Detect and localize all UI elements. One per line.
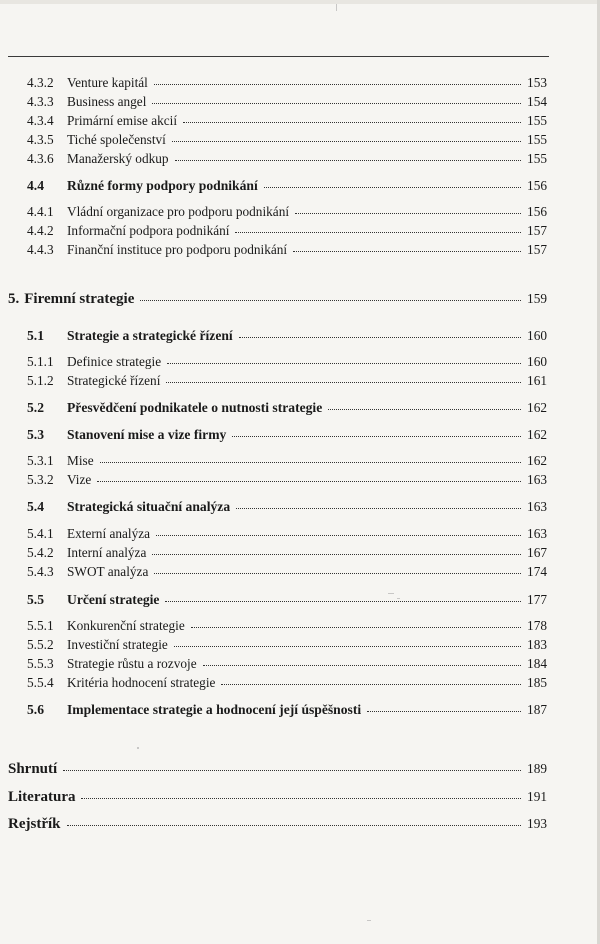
toc-entry-title: Strategie a strategické řízení xyxy=(67,328,233,343)
toc-entry-title: Určení strategie xyxy=(67,592,160,607)
toc-entry-number: 5.3 xyxy=(27,427,44,442)
toc-entry-title: Stanovení mise a vize firmy xyxy=(67,427,227,442)
scan-speck xyxy=(388,593,394,594)
toc-entry-number: 5.1.2 xyxy=(27,373,54,388)
toc-entry xyxy=(27,454,547,467)
dot-leader xyxy=(97,481,521,482)
toc-entry xyxy=(27,703,547,717)
toc-entry-page-number: 161 xyxy=(527,373,547,388)
toc-entry xyxy=(27,593,547,607)
dot-leader xyxy=(140,300,521,301)
toc-entry-number: 4.4.1 xyxy=(27,204,54,219)
toc-entry xyxy=(27,428,547,442)
toc-entry-page-number: 155 xyxy=(527,132,547,147)
toc-entry xyxy=(8,790,547,805)
toc-entry-title: Externí analýza xyxy=(67,526,151,541)
toc-entry-page-number: 159 xyxy=(527,291,547,306)
dot-leader xyxy=(328,409,521,410)
toc-entry-number: 5.1 xyxy=(27,328,44,343)
dot-leader xyxy=(67,825,522,826)
toc-entry xyxy=(27,243,547,256)
dot-leader xyxy=(183,122,521,123)
toc-entry-title: Mise xyxy=(67,453,94,468)
toc-entry-page-number: 156 xyxy=(527,178,547,193)
toc-entry-page-number: 160 xyxy=(527,328,547,343)
toc-entry-title: Investiční strategie xyxy=(67,637,168,652)
dot-leader xyxy=(203,665,521,666)
toc-entry-title: Business angel xyxy=(67,94,147,109)
toc-entry-page-number: 155 xyxy=(527,151,547,166)
toc-entry-number: 5. xyxy=(8,291,20,307)
toc-entry xyxy=(27,473,547,486)
toc-entry-number: 5.4.1 xyxy=(27,526,54,541)
toc-entry-title: Firemní strategie xyxy=(24,291,135,307)
dot-leader xyxy=(367,711,521,712)
scan-speck xyxy=(397,598,400,599)
toc-entry-number: 4.3.4 xyxy=(27,113,54,128)
dot-leader xyxy=(293,251,521,252)
toc-entry xyxy=(27,374,547,387)
dot-leader xyxy=(165,601,521,602)
dot-leader xyxy=(154,573,521,574)
toc-entry-number: 4.3.2 xyxy=(27,75,54,90)
toc-entry-page-number: 156 xyxy=(527,204,547,219)
toc-entry-number: 5.5.3 xyxy=(27,656,54,671)
toc-entry-number: 5.2 xyxy=(27,400,44,415)
toc-entry-title: Vládní organizace pro podporu podnikání xyxy=(67,204,290,219)
toc-entry xyxy=(27,133,547,146)
dot-leader xyxy=(232,436,521,437)
toc-entry-title: Strategické řízení xyxy=(67,373,161,388)
toc-entry xyxy=(27,114,547,127)
toc-entry xyxy=(27,205,547,218)
toc-entry-number: 5.4 xyxy=(27,499,44,514)
dot-leader xyxy=(172,141,521,142)
toc-entry xyxy=(27,500,547,514)
toc-entry-title: Informační podpora podnikání xyxy=(67,223,230,238)
toc-entry-title: Kritéria hodnocení strategie xyxy=(67,675,216,690)
dot-leader xyxy=(295,213,521,214)
toc-entry-page-number: 193 xyxy=(527,816,547,831)
toc-entry-page-number: 157 xyxy=(527,242,547,257)
dot-leader xyxy=(100,462,521,463)
toc-entry-number: 4.4.2 xyxy=(27,223,54,238)
toc-entry xyxy=(27,657,547,670)
dot-leader xyxy=(221,684,521,685)
toc-entry-title: Různé formy podpory podnikání xyxy=(67,178,258,193)
toc-entry xyxy=(8,817,547,832)
dot-leader xyxy=(166,382,521,383)
toc-entry-page-number: 157 xyxy=(527,223,547,238)
toc-entry-page-number: 183 xyxy=(527,637,547,652)
toc-entry-page-number: 178 xyxy=(527,618,547,633)
toc-entry xyxy=(27,565,547,578)
toc-entry-title: Implementace strategie a hodnocení její úspěšnosti xyxy=(67,702,362,717)
toc-entry xyxy=(27,638,547,651)
toc-entry-number: 5.5.4 xyxy=(27,675,54,690)
toc-entry-page-number: 163 xyxy=(527,499,547,514)
dot-leader xyxy=(235,232,521,233)
toc-entry-title: Rejstřík xyxy=(8,816,61,832)
toc-entry-number: 5.3.2 xyxy=(27,472,54,487)
dot-leader xyxy=(152,554,521,555)
dot-leader xyxy=(174,646,521,647)
dot-leader xyxy=(264,187,521,188)
toc-entry-page-number: 155 xyxy=(527,113,547,128)
toc-entry-title: Strategická situační analýza xyxy=(67,499,231,514)
dot-leader xyxy=(167,363,521,364)
dot-leader xyxy=(63,770,521,771)
toc-entry-title: Strategie růstu a rozvoje xyxy=(67,656,197,671)
toc-entry-page-number: 177 xyxy=(527,592,547,607)
toc-entry xyxy=(27,152,547,165)
toc-entry-page-number: 160 xyxy=(527,354,547,369)
toc-entry-page-number: 162 xyxy=(527,400,547,415)
scan-speck xyxy=(367,920,371,921)
toc-entry-page-number: 167 xyxy=(527,545,547,560)
toc-entry-title: Primární emise akcií xyxy=(67,113,178,128)
dot-leader xyxy=(156,535,521,536)
toc-entry-title: Venture kapitál xyxy=(67,75,148,90)
toc-entry-page-number: 163 xyxy=(527,472,547,487)
toc-entry-number: 5.3.1 xyxy=(27,453,54,468)
toc-entry-page-number: 174 xyxy=(527,564,547,579)
toc-entry-number: 4.3.3 xyxy=(27,94,54,109)
toc-entry-page-number: 163 xyxy=(527,526,547,541)
toc-entry xyxy=(27,329,547,343)
toc-entry-page-number: 154 xyxy=(527,94,547,109)
toc-entry-title: Definice strategie xyxy=(67,354,162,369)
toc-entry-number: 5.4.2 xyxy=(27,545,54,560)
dot-leader xyxy=(175,160,522,161)
toc-entry-page-number: 189 xyxy=(527,761,547,776)
toc-entry-title: Finanční instituce pro podporu podnikání xyxy=(67,242,288,257)
toc-entry-number: 5.5.1 xyxy=(27,618,54,633)
dot-leader xyxy=(239,337,521,338)
toc-entry-title: Literatura xyxy=(8,789,76,805)
dot-leader xyxy=(236,508,521,509)
toc-entry-number: 5.5.2 xyxy=(27,637,54,652)
toc-entry-title: Přesvědčení podnikatele o nutnosti strategie xyxy=(67,400,323,415)
toc-entry-title: SWOT analýza xyxy=(67,564,149,579)
toc-entry-title: Manažerský odkup xyxy=(67,151,169,166)
toc-entry xyxy=(27,76,547,89)
toc-entry-number: 5.5 xyxy=(27,592,44,607)
toc-entry-number: 4.3.5 xyxy=(27,132,54,147)
toc-entry-number: 4.4 xyxy=(27,178,44,193)
scan-speck xyxy=(137,747,139,749)
toc-entry xyxy=(27,676,547,689)
toc-entry-number: 5.4.3 xyxy=(27,564,54,579)
toc-entry-page-number: 162 xyxy=(527,453,547,468)
toc-entry-page-number: 185 xyxy=(527,675,547,690)
toc-entry-page-number: 162 xyxy=(527,427,547,442)
toc-entry xyxy=(27,619,547,632)
toc-entry-title: Konkurenční strategie xyxy=(67,618,185,633)
dot-leader xyxy=(152,103,521,104)
toc-entry xyxy=(27,95,547,108)
scan-speck xyxy=(336,4,337,11)
toc-entry-number: 5.1.1 xyxy=(27,354,54,369)
toc-entry-number: 4.4.3 xyxy=(27,242,54,257)
toc-entry xyxy=(27,401,547,415)
toc-entry xyxy=(27,224,547,237)
toc-entry xyxy=(27,179,547,193)
toc-entry xyxy=(27,546,547,559)
toc-entry-title: Shrnutí xyxy=(8,761,58,777)
toc-entry-page-number: 191 xyxy=(527,789,547,804)
dot-leader xyxy=(81,798,521,799)
toc-entry-number: 4.3.6 xyxy=(27,151,54,166)
toc-entry xyxy=(27,355,547,368)
toc-entry-page-number: 153 xyxy=(527,75,547,90)
toc-entry xyxy=(27,527,547,540)
dot-leader xyxy=(154,84,521,85)
toc-entry xyxy=(8,292,547,307)
toc-entry-title: Vize xyxy=(67,472,92,487)
toc-entry-page-number: 184 xyxy=(527,656,547,671)
toc-entry-title: Tiché společenství xyxy=(67,132,166,147)
toc-entry-number: 5.6 xyxy=(27,702,44,717)
dot-leader xyxy=(191,627,521,628)
toc-entry xyxy=(8,762,547,777)
toc-entry-title: Interní analýza xyxy=(67,545,147,560)
toc-entry-page-number: 187 xyxy=(527,702,547,717)
